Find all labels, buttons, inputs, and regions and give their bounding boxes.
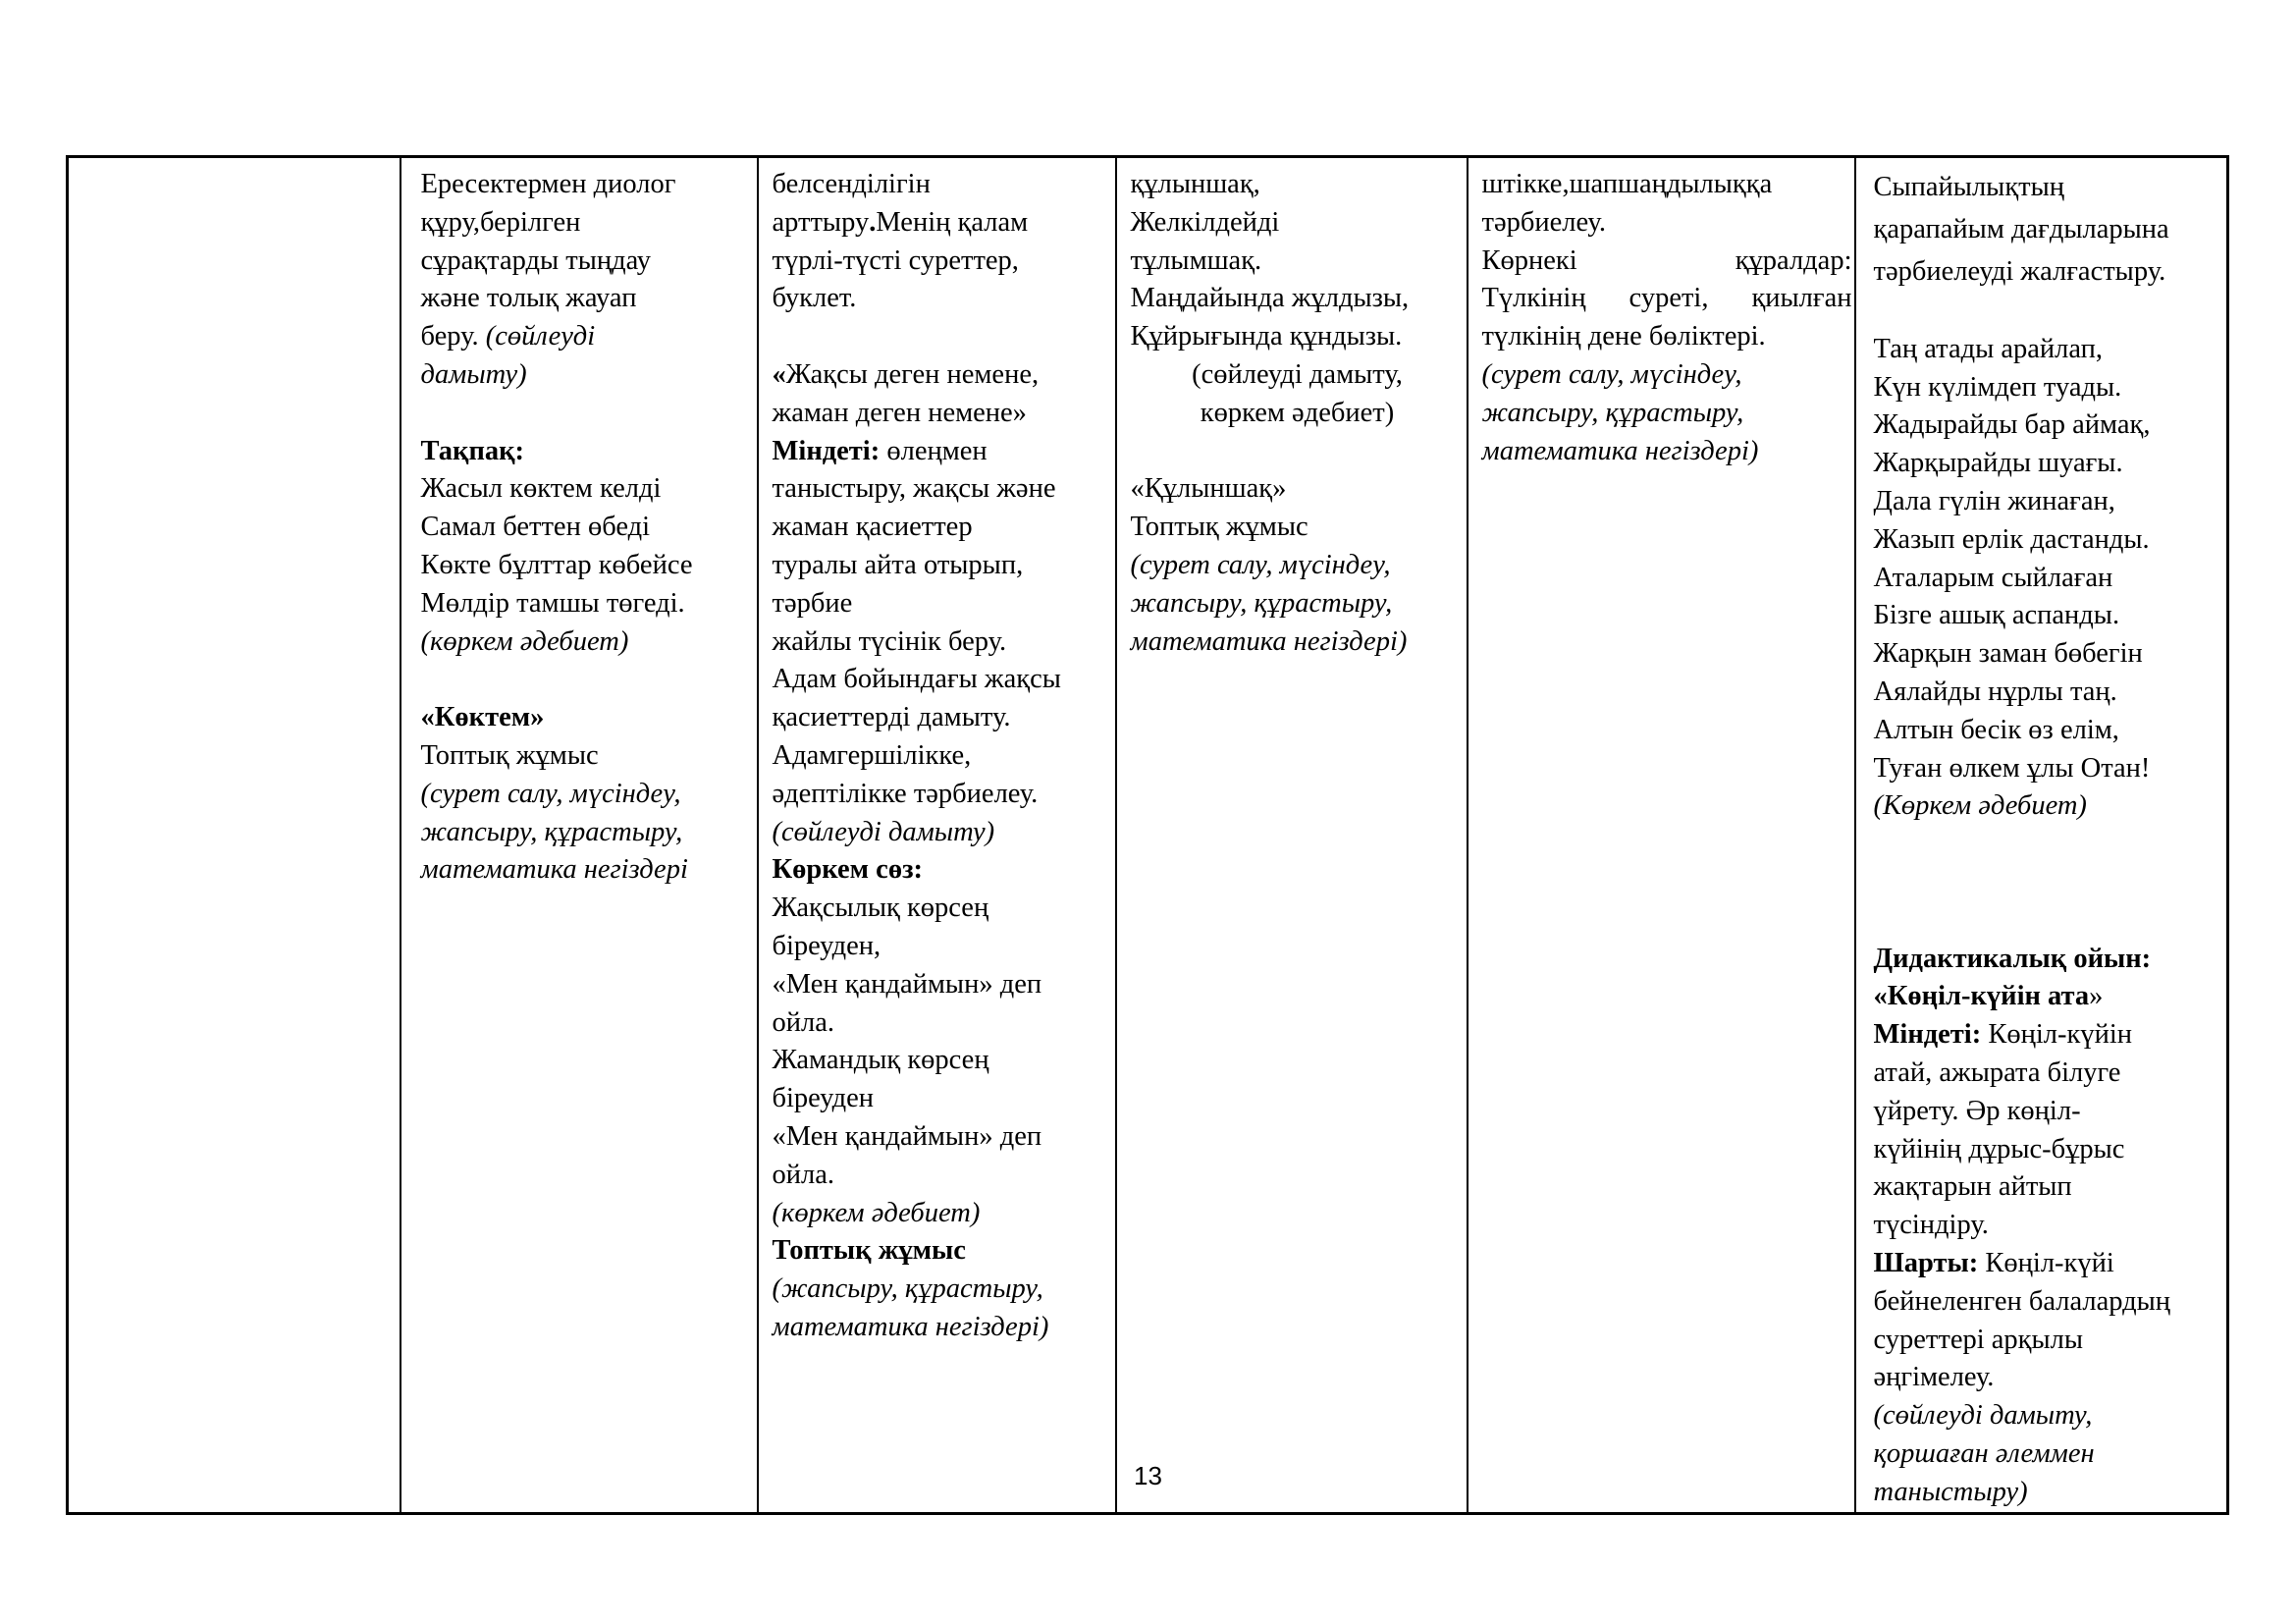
text-line	[1482, 166, 1852, 204]
text-line	[1131, 509, 1465, 547]
text-line	[1874, 712, 2225, 750]
text-run: жапсыру, құрастыру,	[1481, 397, 1744, 428]
text-run: Жамандық көрсең	[772, 1045, 989, 1076]
text-run: (көркем әдебиет)	[420, 625, 629, 657]
text-line	[773, 1232, 1113, 1271]
text-line	[1131, 318, 1465, 356]
text-run: құлыншақ,	[1130, 169, 1260, 199]
text-run: (сөйлеуді	[485, 321, 596, 352]
text-line	[773, 623, 1113, 662]
text-line	[773, 243, 1113, 281]
text-run: (сурет салу, мүсіндеу,	[420, 778, 681, 809]
text-line	[1874, 1168, 2225, 1207]
text-line	[773, 1157, 1113, 1195]
text-run: Мөлдір тамшы төгеді.	[420, 587, 685, 619]
text-run: Шарты:	[1873, 1247, 1979, 1278]
text-line	[421, 204, 755, 243]
text-run: ойла.	[772, 1006, 834, 1038]
text-run: буклет.	[772, 283, 857, 314]
text-run: «Көктем»	[420, 702, 545, 733]
text-line	[773, 699, 1113, 737]
text-line	[421, 395, 755, 433]
text-run: Таң атады арайлап,	[1873, 333, 2104, 364]
text-run: Көрнекі	[1481, 244, 1577, 276]
empty-label-cell	[68, 157, 400, 1514]
text-line	[1874, 1093, 2225, 1131]
text-run: Жақсы деген немене,	[785, 358, 1040, 390]
text-line	[773, 470, 1113, 509]
text-run: (сурет салу, мүсіндеу,	[1481, 358, 1742, 390]
cell-column-2	[400, 157, 758, 1514]
text-line	[773, 1271, 1113, 1309]
text-run: математика негіздері	[420, 854, 688, 886]
text-run: Көңіл-күйі	[1978, 1247, 2114, 1278]
text-line	[1874, 864, 2225, 902]
text-run: Аталарым сыйлаған	[1873, 562, 2113, 593]
text-run: Бізге ашық аспанды.	[1873, 600, 2120, 631]
text-run: Желкілдейді	[1130, 206, 1280, 238]
text-run: жаман қасиеттер	[772, 512, 973, 543]
text-run: құру,берілген	[420, 206, 581, 238]
table-row	[68, 157, 2228, 1514]
text-line	[773, 166, 1113, 204]
text-run: «Мен қандаймын» деп	[772, 968, 1042, 1000]
text-line	[1874, 978, 2225, 1016]
text-run: (сөйлеуді дамыту)	[772, 816, 995, 847]
text-line	[773, 204, 1113, 243]
text-run: туралы айта отырып,	[772, 549, 1024, 580]
text-run: суреті,	[1629, 283, 1709, 314]
text-run: (жапсыру, құрастыру,	[772, 1273, 1043, 1305]
text-run: таныстыру, жақсы және	[772, 473, 1056, 505]
text-line	[773, 433, 1113, 471]
text-line	[1874, 1207, 2225, 1245]
text-line	[773, 280, 1113, 318]
text-run: Жарқырайды шуағы.	[1873, 448, 2123, 479]
text-line	[1482, 433, 1852, 471]
text-line	[1131, 166, 1465, 204]
text-line	[1131, 395, 1465, 433]
text-line	[1482, 356, 1852, 395]
text-run: (көркем әдебиет)	[772, 1197, 981, 1228]
text-line	[773, 661, 1113, 699]
text-line	[421, 814, 755, 852]
text-line	[773, 851, 1113, 890]
text-line	[1131, 356, 1465, 395]
text-line	[773, 776, 1113, 814]
text-line	[1874, 1359, 2225, 1397]
text-line	[1874, 406, 2225, 445]
text-run: (Көркем әдебиет)	[1873, 790, 2087, 822]
text-run: Жазып ерлік дастанды.	[1873, 523, 2150, 555]
text-line	[1874, 250, 2225, 293]
text-run: күйінің дұрыс-бұрыс	[1873, 1133, 2125, 1164]
text-run: Жадырайды бар аймақ,	[1873, 409, 2151, 441]
text-line	[773, 814, 1113, 852]
text-line	[421, 318, 755, 356]
text-run: әңгімелеу.	[1873, 1362, 1995, 1393]
text-line	[1874, 1131, 2225, 1169]
text-line	[773, 547, 1113, 585]
text-line	[421, 623, 755, 662]
text-run: Топтық жұмыс	[1130, 512, 1308, 543]
text-run: Көңіл-күйін	[1981, 1019, 2133, 1051]
text-run: Көркем сөз:	[772, 854, 924, 886]
text-line	[1874, 674, 2225, 712]
text-line	[421, 699, 755, 737]
text-line	[421, 547, 755, 585]
text-run: Тақпақ:	[420, 435, 525, 466]
text-run: математика негіздері)	[1481, 435, 1759, 466]
text-run: Жақсылық көрсең	[772, 893, 989, 924]
text-line	[1874, 1322, 2225, 1360]
text-line	[773, 966, 1113, 1004]
text-line	[421, 776, 755, 814]
text-run: Дала гүлін жинаған,	[1873, 485, 2115, 516]
text-run: .	[869, 206, 877, 238]
text-run: Дидактикалық ойын:	[1873, 943, 2152, 974]
text-line	[773, 585, 1113, 623]
text-run: «Құлыншақ»	[1130, 473, 1287, 505]
text-run: әдептілікке тәрбиелеу.	[772, 778, 1039, 809]
text-line	[1874, 445, 2225, 483]
text-run: Самал беттен өбеді	[420, 512, 651, 543]
text-line	[1131, 547, 1465, 585]
text-run: құралдар:	[1735, 244, 1852, 276]
cell-column-4	[1116, 157, 1468, 1514]
text-line	[773, 1004, 1113, 1043]
text-run: жақтарын айтып	[1873, 1171, 2072, 1203]
cell-column-3	[758, 157, 1116, 1514]
text-line	[773, 928, 1113, 966]
text-line	[1874, 293, 2225, 331]
text-run: Түлкінің	[1481, 283, 1586, 314]
text-line	[1131, 585, 1465, 623]
text-line	[1131, 243, 1465, 281]
text-run: «	[772, 358, 786, 390]
text-line	[1874, 826, 2225, 864]
text-run: штікке,шапшаңдылыққа	[1481, 169, 1773, 199]
text-line	[421, 356, 755, 395]
text-run: Көкте бұлттар көбейсе	[420, 549, 693, 580]
text-run: Аялайды нұрлы таң.	[1873, 676, 2117, 707]
text-line	[773, 509, 1113, 547]
text-run: қарапайым дағдыларына	[1873, 214, 2169, 244]
text-run: Күн күлімдеп туады.	[1873, 371, 2122, 403]
text-line	[1874, 787, 2225, 826]
text-run: және толық жауап	[420, 283, 637, 314]
text-run: түлкінің дене бөліктері.	[1481, 321, 1766, 352]
text-line	[1131, 280, 1465, 318]
text-run: көркем әдебиет)	[1200, 397, 1395, 428]
text-line	[421, 585, 755, 623]
text-line	[421, 851, 755, 890]
text-line	[1874, 902, 2225, 941]
text-line	[1131, 433, 1465, 471]
text-line	[421, 280, 755, 318]
text-run: «Көңіл-күйін ата	[1873, 981, 2090, 1012]
text-run: бейнеленген балалардың	[1873, 1285, 2171, 1317]
text-line	[773, 1195, 1113, 1233]
text-line	[1482, 243, 1852, 281]
text-run: суреттері арқылы	[1873, 1324, 2084, 1355]
text-run: Міндеті:	[1873, 1019, 1982, 1051]
text-line	[1874, 1245, 2225, 1283]
text-run: атай, ажырата білуге	[1873, 1056, 2121, 1088]
text-run: жайлы түсінік беру.	[772, 625, 1007, 657]
cell-column-6	[1855, 157, 2228, 1514]
text-line	[421, 737, 755, 776]
text-run: математика негіздері)	[772, 1311, 1049, 1342]
text-line	[1482, 395, 1852, 433]
text-run: Топтық жұмыс	[420, 739, 599, 771]
text-run: біреуден,	[772, 930, 881, 961]
text-line	[421, 470, 755, 509]
page-number: 13	[1134, 1461, 1162, 1490]
text-run: қоршаған әлеммен	[1873, 1437, 2095, 1469]
text-line	[1131, 470, 1465, 509]
text-run: сұрақтарды тыңдау	[420, 244, 652, 276]
text-run: Құйрығында құндызы.	[1130, 321, 1403, 352]
text-line	[1874, 941, 2225, 979]
text-run: ойла.	[772, 1159, 834, 1190]
text-run: Маңдайында жұлдызы,	[1130, 283, 1410, 314]
text-line	[1874, 166, 2225, 208]
text-line	[1874, 331, 2225, 369]
text-run: Менің қалам	[876, 206, 1029, 238]
text-line	[1874, 750, 2225, 788]
text-run: түрлі-түсті суреттер,	[772, 244, 1019, 276]
text-run: жапсыру, құрастыру,	[1130, 587, 1393, 619]
text-run: үйрету. Әр көңіл-	[1873, 1095, 2081, 1126]
text-run: дамыту)	[420, 358, 527, 390]
text-run: тәрбиелеу.	[1481, 206, 1606, 238]
text-run: Алтын бесік өз елім,	[1873, 714, 2119, 745]
text-line	[1874, 1055, 2225, 1093]
text-line	[1874, 208, 2225, 250]
text-line	[421, 243, 755, 281]
text-run: арттыру	[772, 206, 870, 238]
text-run: «Мен қандаймын» деп	[772, 1120, 1042, 1152]
text-line	[1874, 483, 2225, 521]
text-line	[773, 1309, 1113, 1347]
text-run: түсіндіру.	[1873, 1210, 1989, 1241]
text-line	[421, 166, 755, 204]
text-run: Ересектермен диолог	[420, 169, 676, 199]
text-line	[1874, 1016, 2225, 1055]
text-line	[1874, 1397, 2225, 1435]
text-line	[1482, 204, 1852, 243]
text-line	[773, 737, 1113, 776]
text-run: Міндеті:	[772, 435, 881, 466]
text-run: қиылған	[1751, 283, 1852, 314]
text-line	[421, 509, 755, 547]
text-line	[1131, 623, 1465, 662]
text-run: Жасыл көктем келді	[420, 473, 662, 505]
text-line	[1482, 318, 1852, 356]
text-run: тәрбие	[772, 587, 853, 619]
text-line	[1131, 204, 1465, 243]
text-line	[773, 890, 1113, 928]
text-line	[1874, 369, 2225, 407]
text-line	[773, 395, 1113, 433]
text-run: (сурет салу, мүсіндеу,	[1130, 549, 1391, 580]
text-line	[773, 318, 1113, 356]
text-run: таныстыру)	[1873, 1476, 2028, 1507]
text-run: »	[2089, 981, 2104, 1012]
text-run: тұлымшақ.	[1130, 244, 1262, 276]
text-run: жапсыру, құрастыру,	[420, 816, 683, 847]
text-line	[1874, 597, 2225, 635]
text-run: Адамгершілікке,	[772, 739, 972, 771]
text-line	[421, 661, 755, 699]
text-run: (сөйлеуді дамыту,	[1192, 358, 1403, 390]
text-line	[773, 356, 1113, 395]
text-line	[773, 1042, 1113, 1080]
text-line	[421, 433, 755, 471]
text-run: белсенділігін	[772, 169, 931, 199]
text-run: қасиеттерді дамыту.	[772, 702, 1011, 733]
text-run: тәрбиелеуді жалғастыру.	[1873, 256, 2166, 287]
text-line	[1482, 280, 1852, 318]
text-line	[1874, 560, 2225, 598]
cell-column-5	[1468, 157, 1855, 1514]
lesson-plan-table	[66, 155, 2229, 1515]
text-run: Сыпайылықтың	[1873, 172, 2065, 202]
text-line	[773, 1080, 1113, 1118]
text-run: Жарқын заман бөбегін	[1873, 638, 2143, 670]
text-line	[1874, 521, 2225, 560]
text-run: өлеңмен	[880, 435, 988, 466]
text-run: Топтық жұмыс	[772, 1235, 966, 1267]
text-line	[1874, 1283, 2225, 1322]
text-run: математика негіздері)	[1130, 625, 1408, 657]
text-run: Адам бойындағы жақсы	[772, 664, 1061, 695]
text-line	[773, 1118, 1113, 1157]
text-run: (сөйлеуді дамыту,	[1873, 1400, 2093, 1432]
text-run: Туған өлкем ұлы Отан!	[1873, 752, 2151, 784]
text-run: жаман деген немене»	[772, 397, 1027, 428]
text-run: біреуден	[772, 1083, 874, 1114]
text-line	[1874, 635, 2225, 674]
text-run: беру.	[420, 321, 486, 352]
